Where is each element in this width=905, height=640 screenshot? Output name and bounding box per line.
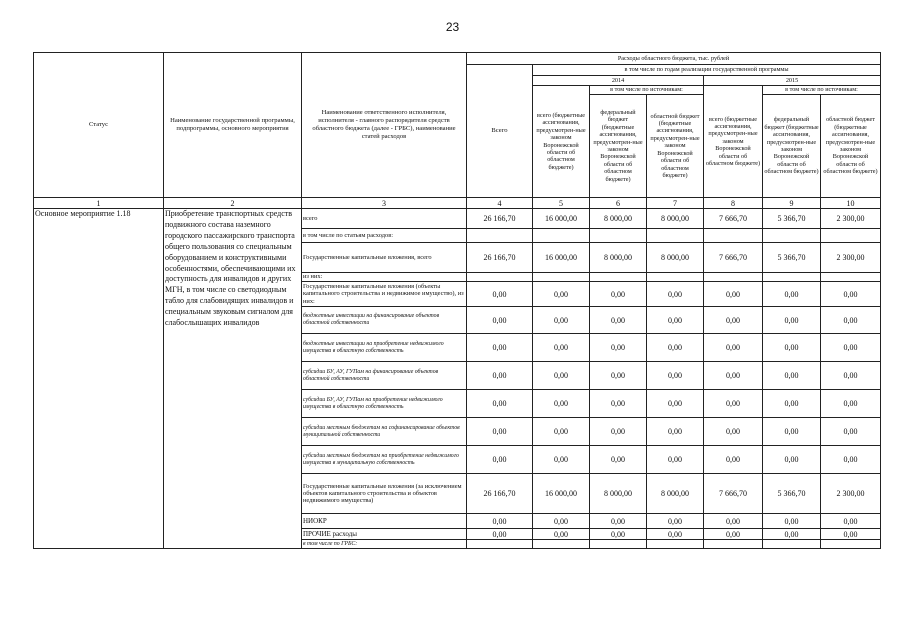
value-cell: 0,00 <box>821 307 881 334</box>
value-cell: 0,00 <box>590 529 647 540</box>
value-cell: 0,00 <box>647 390 704 418</box>
value-cell: 0,00 <box>821 362 881 390</box>
header-regional-2014: областной бюджет (бюджетные ассигнования, предусмотрен-ные законом Воронежской области об областном бюджете) <box>647 95 704 198</box>
value-cell: 8 000,00 <box>590 474 647 514</box>
value-cell: 26 166,70 <box>467 243 533 273</box>
value-cell: 0,00 <box>467 529 533 540</box>
value-cell: 0,00 <box>467 446 533 474</box>
value-cell: 7 666,70 <box>704 243 763 273</box>
column-number: 3 <box>302 198 467 209</box>
value-cell: 0,00 <box>533 362 590 390</box>
row-label: всего <box>302 209 467 229</box>
value-cell: 0,00 <box>763 362 821 390</box>
value-cell: 0,00 <box>467 390 533 418</box>
row-label: субсидии местным бюджетам на софинансирование объектов муниципальной собственности <box>302 418 467 446</box>
value-cell: 2 300,00 <box>821 474 881 514</box>
column-number: 1 <box>34 198 164 209</box>
value-cell: 0,00 <box>821 282 881 307</box>
value-cell: 0,00 <box>704 282 763 307</box>
value-cell: 0,00 <box>704 446 763 474</box>
value-cell: 0,00 <box>704 514 763 529</box>
value-cell: 0,00 <box>821 390 881 418</box>
value-cell: 0,00 <box>590 282 647 307</box>
value-cell: 0,00 <box>590 390 647 418</box>
value-cell: 5 366,70 <box>763 209 821 229</box>
value-cell: 0,00 <box>533 282 590 307</box>
value-cell: 0,00 <box>467 307 533 334</box>
value-cell: 0,00 <box>821 418 881 446</box>
header-federal-2014: федеральный бюджет (бюджетные ассигнования, предусмотрен-ные законом Воронежской области об областном бюджете) <box>590 95 647 198</box>
header-expenses: Расходы областного бюджета, тыс. рублей <box>467 53 881 65</box>
value-cell: 8 000,00 <box>590 209 647 229</box>
header-allocations-2015: всего (бюджетные ассигнования, предусмотрен-ные законом Воронежской области об областном бюджете) <box>704 86 763 198</box>
value-cell: 0,00 <box>533 418 590 446</box>
column-numbers-row <box>34 198 881 209</box>
row-label: бюджетные инвестиции на приобретение недвижимого имущества в областную собственность <box>302 334 467 362</box>
value-cell: 0,00 <box>704 390 763 418</box>
header-federal-2015: федеральный бюджет (бюджетные ассигнования, предусмотрен-ные законом Воронежской области об областном бюджете) <box>763 95 821 198</box>
program-name-cell: Приобретение транспортных средств подвижного состава наземного городского пассажирского транспорта общего пользования со специальным оборудованием и конструктивными особенностями, обеспечивающими их доступность для инвалидов и других МГН, в том числе со светодиодным табло для слабовидящих инвалидов и специальным звуковым сигналом для слабослышащих инвалидов <box>164 209 302 549</box>
header-program-name: Наименование государственной программы, подпрограммы, основного мероприятия <box>164 53 302 198</box>
value-cell: 0,00 <box>467 282 533 307</box>
value-cell: 0,00 <box>590 446 647 474</box>
value-cell: 0,00 <box>763 390 821 418</box>
header-by-years: в том числе по годам реализации государственной программы <box>533 65 881 76</box>
value-cell: 26 166,70 <box>467 209 533 229</box>
value-cell: 0,00 <box>763 282 821 307</box>
row-label: НИОКР <box>302 514 467 529</box>
value-cell: 0,00 <box>533 390 590 418</box>
table-row <box>34 209 881 229</box>
value-cell: 0,00 <box>647 529 704 540</box>
value-cell: 0,00 <box>590 362 647 390</box>
value-cell: 8 000,00 <box>647 474 704 514</box>
value-cell: 0,00 <box>647 334 704 362</box>
row-label: субсидии БУ, АУ, ГУПам на приобретение недвижимого имущества в областную собственность <box>302 390 467 418</box>
value-cell: 16 000,00 <box>533 243 590 273</box>
column-number: 9 <box>763 198 821 209</box>
value-cell: 5 366,70 <box>763 243 821 273</box>
value-cell: 0,00 <box>821 446 881 474</box>
header-allocations-2014: всего (бюджетные ассигнования, предусмотрен-ные законом Воронежской области об областном бюджете) <box>533 86 590 198</box>
expenses-table <box>33 52 881 549</box>
header-year-2014: 2014 <box>533 76 704 86</box>
value-cell: 8 000,00 <box>647 209 704 229</box>
value-cell: 0,00 <box>467 514 533 529</box>
row-label: Государственные капитальные вложения (объекты капитального строительства и недвижимое имущество), из них: <box>302 282 467 307</box>
row-label: ПРОЧИЕ расходы <box>302 529 467 540</box>
value-cell: 7 666,70 <box>704 474 763 514</box>
value-cell: 0,00 <box>763 446 821 474</box>
value-cell: 5 366,70 <box>763 474 821 514</box>
value-cell: 0,00 <box>467 334 533 362</box>
header-regional-2015: областной бюджет (бюджетные ассигнования, предусмотрен-ные законом Воронежской области об областном бюджете) <box>821 95 881 198</box>
value-cell: 0,00 <box>704 529 763 540</box>
value-cell: 0,00 <box>590 307 647 334</box>
column-number: 8 <box>704 198 763 209</box>
status-cell: Основное мероприятие 1.18 <box>34 209 164 549</box>
header-total: Всего <box>467 65 533 198</box>
value-cell: 26 166,70 <box>467 474 533 514</box>
header-status: Статус <box>34 53 164 198</box>
value-cell: 0,00 <box>647 446 704 474</box>
row-label: бюджетные инвестиции на финансирование объектов областной собственности <box>302 307 467 334</box>
value-cell: 0,00 <box>533 529 590 540</box>
value-cell: 0,00 <box>704 334 763 362</box>
value-cell: 0,00 <box>647 418 704 446</box>
value-cell: 8 000,00 <box>647 243 704 273</box>
value-cell: 0,00 <box>533 334 590 362</box>
value-cell: 16 000,00 <box>533 209 590 229</box>
row-label: в том числе по ГРБС: <box>302 540 467 549</box>
value-cell: 0,00 <box>533 307 590 334</box>
value-cell: 0,00 <box>590 334 647 362</box>
value-cell: 0,00 <box>647 307 704 334</box>
value-cell: 0,00 <box>704 307 763 334</box>
value-cell: 2 300,00 <box>821 209 881 229</box>
column-number: 2 <box>164 198 302 209</box>
value-cell: 0,00 <box>763 514 821 529</box>
value-cell: 0,00 <box>763 307 821 334</box>
column-number: 10 <box>821 198 881 209</box>
row-label: Государственные капитальные вложения (за исключением объектов капитального строительства и объектов недвижимого имущества) <box>302 474 467 514</box>
value-cell: 0,00 <box>467 418 533 446</box>
column-number: 7 <box>647 198 704 209</box>
value-cell: 0,00 <box>821 529 881 540</box>
value-cell: 0,00 <box>533 446 590 474</box>
header-executor: Наименование ответственного исполнителя, исполнителя - главного распорядителя средств областного бюджета (далее - ГРБС), наименование статей расходов <box>302 53 467 198</box>
value-cell: 0,00 <box>533 514 590 529</box>
value-cell: 0,00 <box>763 529 821 540</box>
value-cell: 8 000,00 <box>590 243 647 273</box>
column-number: 4 <box>467 198 533 209</box>
value-cell: 0,00 <box>704 362 763 390</box>
value-cell: 0,00 <box>821 514 881 529</box>
header-sources-2015: в том числе по источникам: <box>763 86 881 95</box>
value-cell: 0,00 <box>821 334 881 362</box>
row-label: из них: <box>302 273 467 282</box>
row-label: субсидии местным бюджетам на приобретение недвижимого имущества в муниципальную собственность <box>302 446 467 474</box>
value-cell: 0,00 <box>647 282 704 307</box>
header-year-2015: 2015 <box>704 76 881 86</box>
value-cell: 0,00 <box>704 418 763 446</box>
row-label: Государственные капитальные вложения, всего <box>302 243 467 273</box>
page-number: 23 <box>445 20 460 34</box>
header-sources-2014: в том числе по источникам: <box>590 86 704 95</box>
value-cell: 7 666,70 <box>704 209 763 229</box>
value-cell: 0,00 <box>647 362 704 390</box>
row-label: субсидии БУ, АУ, ГУПам на финансирование объектов областной собственности <box>302 362 467 390</box>
value-cell: 0,00 <box>763 334 821 362</box>
value-cell: 0,00 <box>467 362 533 390</box>
value-cell: 0,00 <box>590 418 647 446</box>
value-cell: 0,00 <box>647 514 704 529</box>
row-label: в том числе по статьям расходов: <box>302 229 467 243</box>
column-number: 5 <box>533 198 590 209</box>
column-number: 6 <box>590 198 647 209</box>
value-cell: 16 000,00 <box>533 474 590 514</box>
value-cell: 2 300,00 <box>821 243 881 273</box>
value-cell: 0,00 <box>763 418 821 446</box>
value-cell: 0,00 <box>590 514 647 529</box>
